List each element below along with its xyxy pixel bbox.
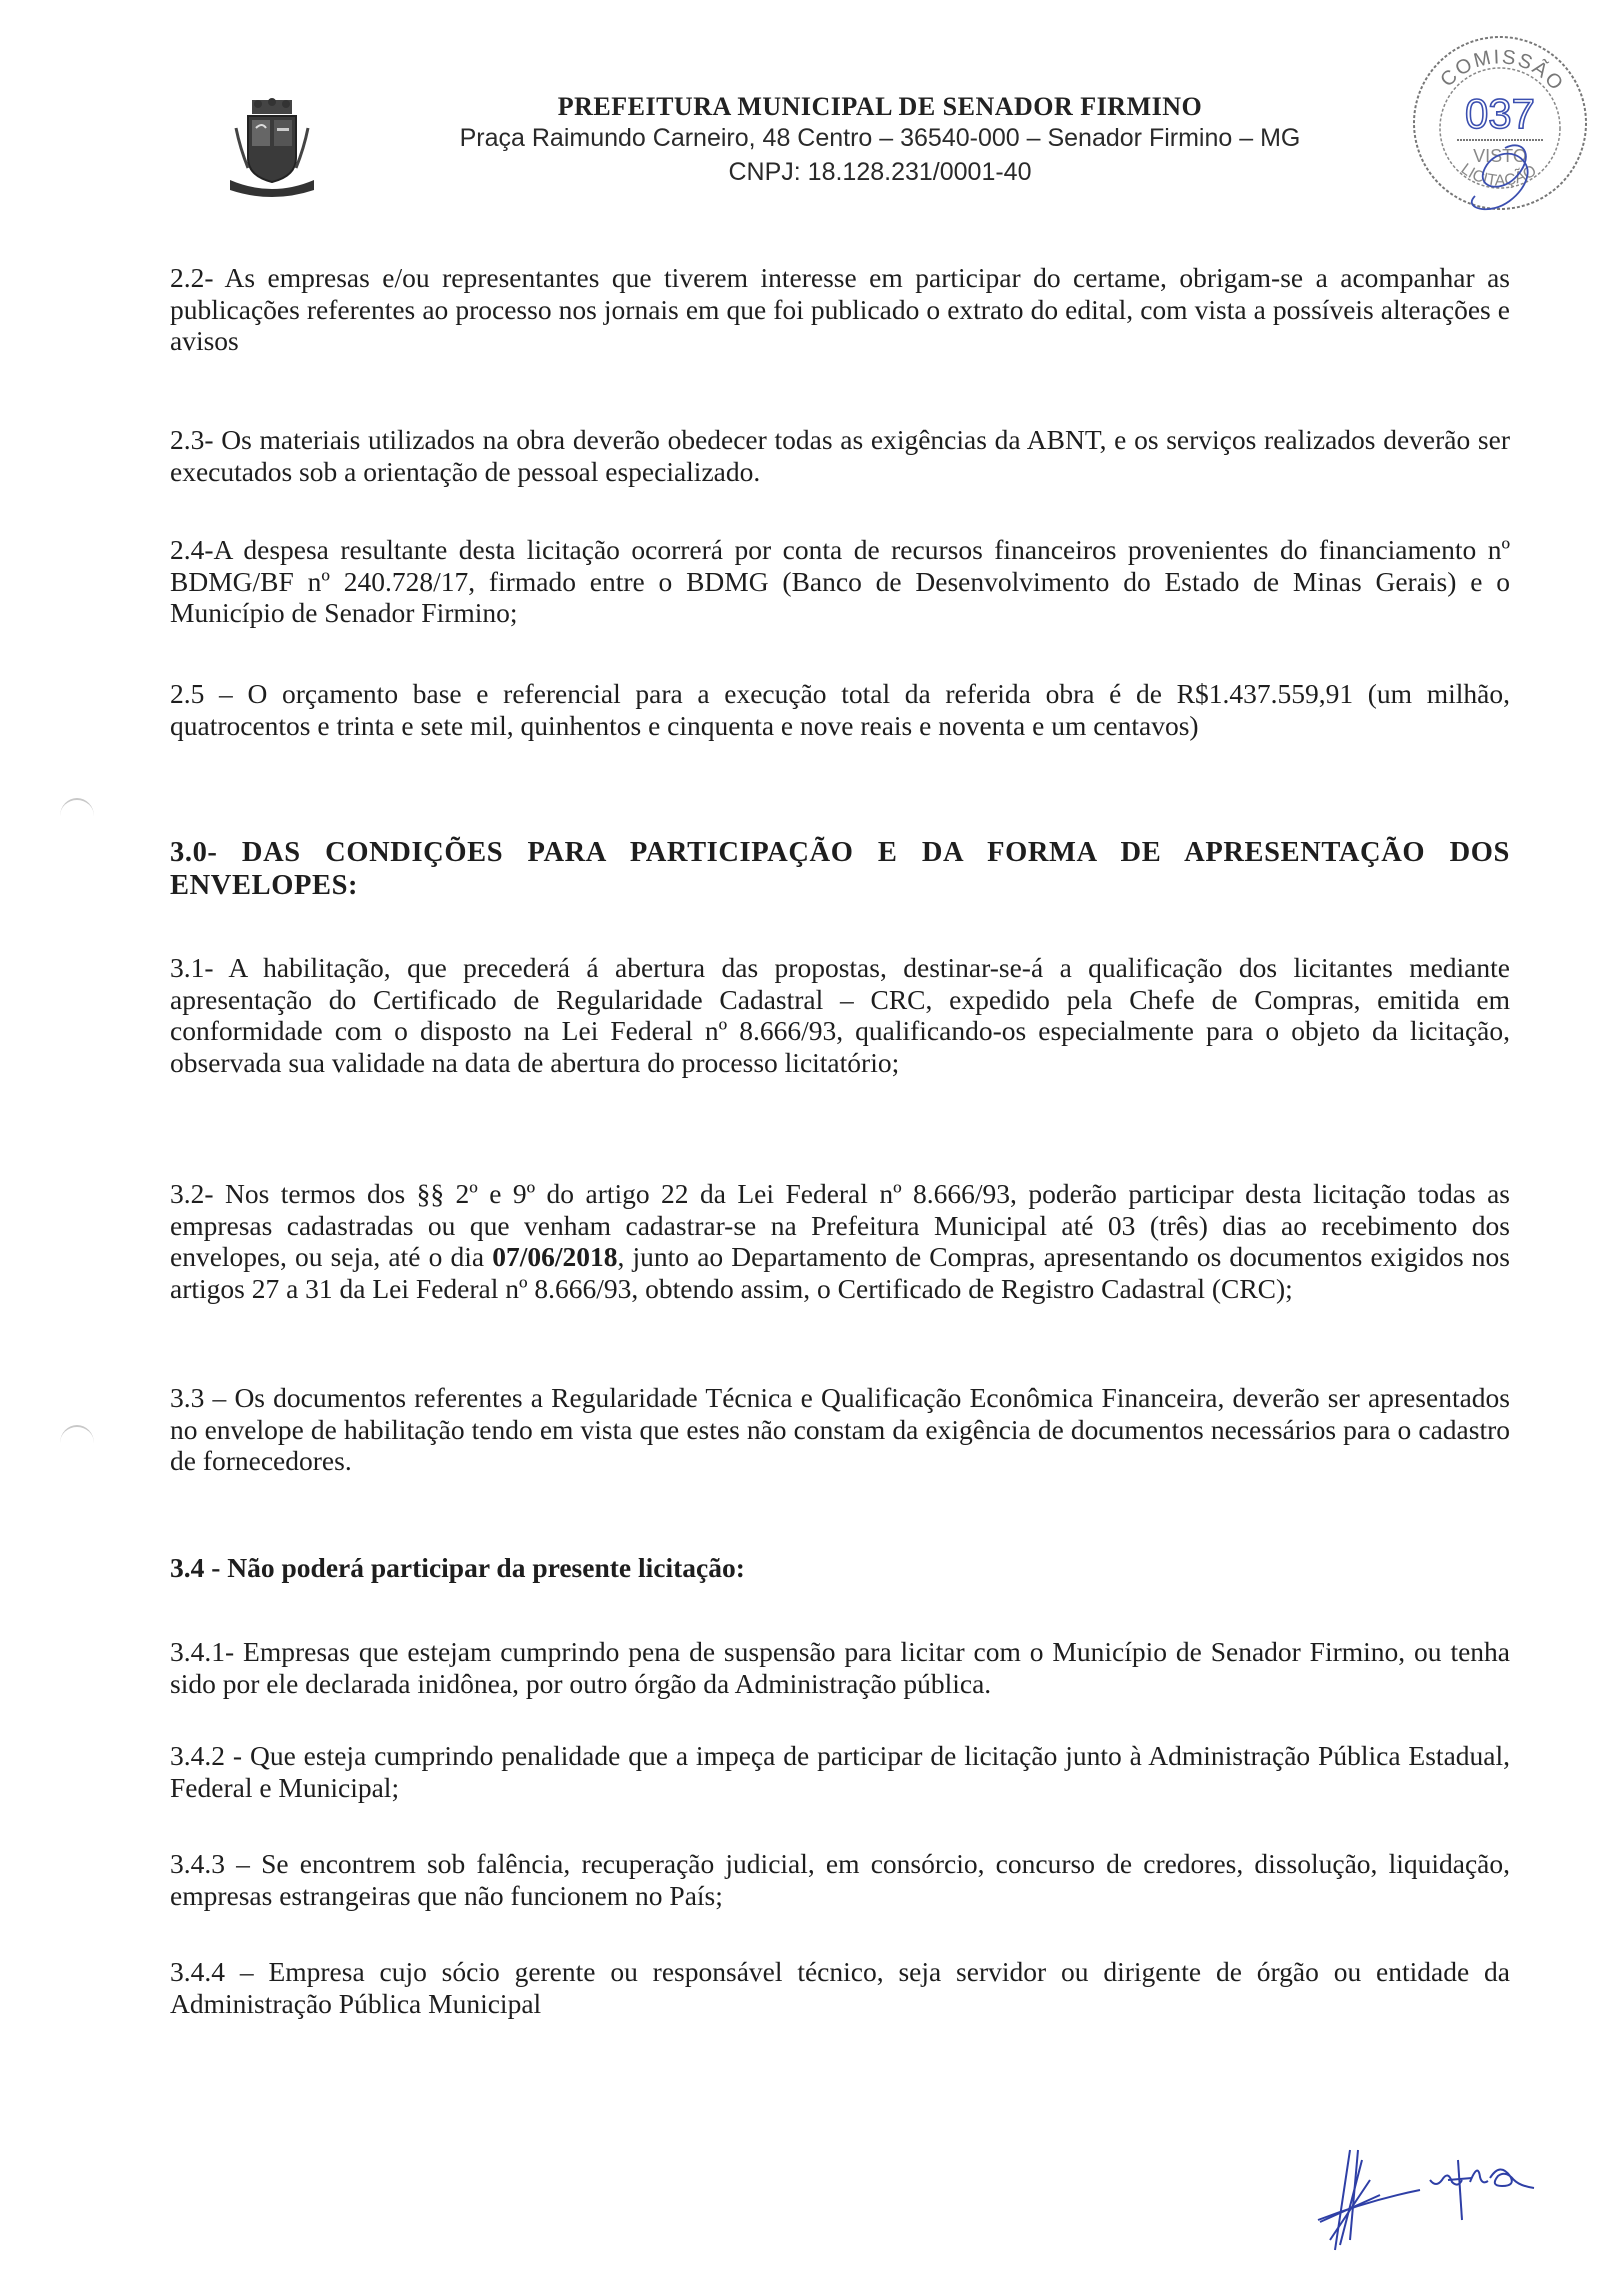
section-3-1: 3.1- A habilitação, que precederá á abertura das propostas, destinar-se-á a qualificação dos licitantes mediante apresentação do Certificado de Regularidade Cadastral – CRC, expedido pela Chefe de Compras, emitida em conformidade com o disposto na Lei Federal nº 8.666/93, qualificando-os especialmente para o objeto da licitação, observada sua validade na data de abertura do processo licitatório; <box>170 952 1510 1078</box>
section-2-4: 2.4-A despesa resultante desta licitação ocorrerá por conta de recursos financeiros provenientes do financiamento nº BDMG/BF nº 240.728/17, firmado entre o BDMG (Banco de Desenvolvimento do Estado de Minas Gerais) e o Município de Senador Firmino; <box>170 534 1510 628</box>
section-2-5: 2.5 – O orçamento base e referencial para a execução total da referida obra é de R$1.437.559,91 (um milhão, quatrocentos e trinta e sete mil, quinhentos e cinquenta e nove reais e noventa e um centavos) <box>170 678 1510 741</box>
section-3-4-1: 3.4.1- Empresas que estejam cumprindo pena de suspensão para licitar com o Município de Senador Firmino, ou tenha sido por ele declarada inidônea, por outro órgão da Administração pública. <box>170 1636 1510 1699</box>
stamp-visto-text: VISTO <box>1473 146 1527 166</box>
section-3-4-heading: 3.4 - Não poderá participar da presente licitação: <box>170 1552 745 1583</box>
section-3-0-heading: 3.0- DAS CONDIÇÕES PARA PARTICIPAÇÃO E DA FORMA DE APRESENTAÇÃO DOS ENVELOPES: <box>170 837 1510 901</box>
margin-punch-mark <box>60 1425 94 1461</box>
section-3-2-text-a: 3.2- Nos termos dos §§ 2º e 9º do artigo 22 da Lei Federal nº 8.666/93, poderão participar desta licitação todas as empresas cadastradas ou que venham cadastrar-se na Prefeitura Municipal até 03 (três) dias ao recebimento dos envelopes, ou seja, até o dia <box>170 1178 1510 1272</box>
header-title: PREFEITURA MUNICIPAL DE SENADOR FIRMINO <box>557 92 1203 121</box>
svg-text:COMISSÃO <box>1436 46 1568 96</box>
section-3-2 <box>170 1178 1510 1304</box>
section-3-4-4: 3.4.4 – Empresa cujo sócio gerente ou responsável técnico, seja servidor ou dirigente de órgão ou entidade da Administração Pública Municipal <box>170 1956 1510 2019</box>
section-3-4-3: 3.4.3 – Se encontrem sob falência, recuperação judicial, em consórcio, concurso de credores, dissolução, liquidação, empresas estrangeiras que não funcionem no País; <box>170 1848 1510 1911</box>
section-3-4-2: 3.4.2 - Que esteja cumprindo penalidade que a impeça de participar de licitação junto à Administração Pública Estadual, Federal e Municipal; <box>170 1740 1510 1803</box>
margin-punch-mark <box>60 798 94 834</box>
handwritten-signature-icon <box>1310 2140 1590 2260</box>
stamp-bottom-text: LICITAÇÃO <box>1457 160 1540 190</box>
section-3-2-text-b: , junto ao Departamento de Compras, apresentando os documentos exigidos nos artigos 27 a 31 da Lei Federal nº 8.666/93, obtendo assim, o Certificado de Registro Cadastral (CRC); <box>170 1241 1510 1304</box>
section-2-2: 2.2- As empresas e/ou representantes que tiverem interesse em participar do certame, obrigam-se a acompanhar as publicações referentes ao processo nos jornais em que foi publicado o extrato do edital, com vista a possíveis alterações e avisos <box>170 262 1510 356</box>
section-2-3: 2.3- Os materiais utilizados na obra deverão obedecer todas as exigências da ABNT, e os serviços realizados deverão ser executados sob a orientação de pessoal especializado. <box>170 424 1510 487</box>
header-cnpj: CNPJ: 18.128.231/0001-40 <box>728 158 1032 186</box>
commission-stamp-icon <box>1405 28 1595 228</box>
section-3-2-date: 07/06/2018 <box>492 1241 618 1272</box>
stamp-top-text: COMISSÃO <box>1436 46 1569 96</box>
header-address: Praça Raimundo Carneiro, 48 Centro – 36540-000 – Senador Firmino – MG <box>459 124 1301 152</box>
section-3-3: 3.3 – Os documentos referentes a Regularidade Técnica e Qualificação Econômica Financeira, deverão ser apresentados no envelope de habilitação tendo em vista que estes não constam da exigência de documentos necessários para o cadastro de fornecedores. <box>170 1382 1510 1476</box>
stamp-number: 037 <box>1464 90 1536 137</box>
coat-of-arms-icon <box>222 98 322 213</box>
